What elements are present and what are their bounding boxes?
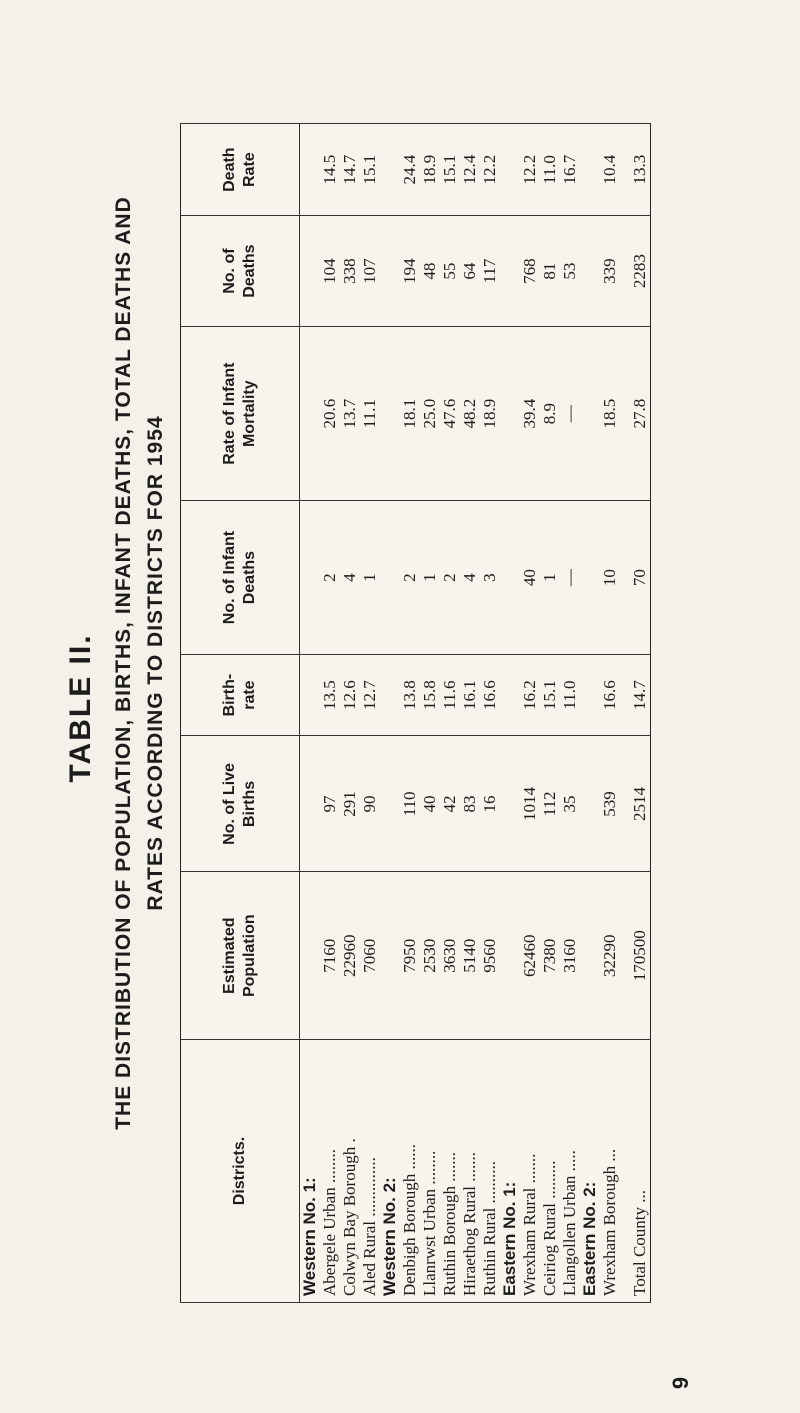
birth-rate-cell: 12.6 — [340, 654, 360, 736]
table-title-line-1: THE DISTRIBUTION OF POPULATION, BIRTHS, INFANT DEATHS, TOTAL DEATHS AND — [112, 196, 135, 1130]
infant-deaths-cell: 1 — [540, 501, 560, 654]
table-body — [300, 124, 651, 1303]
empty-cell — [580, 501, 600, 654]
population-cell: 22960 — [340, 872, 360, 1040]
header-infant-deaths: No. of Infant Deaths — [181, 501, 300, 654]
deaths-cell: 104 — [320, 216, 340, 327]
district-name: Ruthin Borough ....... — [440, 1040, 460, 1303]
infant-mortality-cell: 20.6 — [320, 326, 340, 501]
empty-cell — [580, 736, 600, 872]
population-cell: 2530 — [420, 872, 440, 1040]
infant-deaths-cell: 2 — [320, 501, 340, 654]
death-rate-cell: 16.7 — [560, 124, 580, 216]
empty-cell — [500, 124, 520, 216]
death-rate-cell: 12.2 — [520, 124, 540, 216]
death-rate-cell: 14.7 — [340, 124, 360, 216]
births-cell: 42 — [440, 736, 460, 872]
page-number: 9 — [668, 1376, 693, 1390]
birth-rate-cell: 16.6 — [480, 654, 500, 736]
birth-rate-cell: 12.7 — [360, 654, 380, 736]
deaths-cell: 48 — [420, 216, 440, 327]
death-rate-cell: 11.0 — [540, 124, 560, 216]
population-cell: 7950 — [400, 872, 420, 1040]
births-cell: 1014 — [520, 736, 540, 872]
empty-cell — [300, 216, 321, 327]
birth-rate-cell: 16.1 — [460, 654, 480, 736]
total-death-rate-cell: 13.3 — [620, 124, 651, 216]
birth-rate-cell: 13.8 — [400, 654, 420, 736]
deaths-cell: 339 — [600, 216, 620, 327]
births-cell: 90 — [360, 736, 380, 872]
births-cell: 83 — [460, 736, 480, 872]
infant-mortality-cell: 25.0 — [420, 326, 440, 501]
empty-cell — [380, 872, 400, 1040]
empty-cell — [300, 872, 321, 1040]
district-name: Llanrwst Urban ........ — [420, 1040, 440, 1303]
population-cell: 5140 — [460, 872, 480, 1040]
infant-deaths-cell: — — [560, 501, 580, 654]
population-cell: 32290 — [600, 872, 620, 1040]
births-cell: 112 — [540, 736, 560, 872]
empty-cell — [500, 654, 520, 736]
group-row — [580, 124, 600, 1303]
deaths-cell: 53 — [560, 216, 580, 327]
empty-cell — [580, 124, 600, 216]
empty-cell — [300, 326, 321, 501]
infant-deaths-cell: 4 — [340, 501, 360, 654]
total-population-cell: 170500 — [620, 872, 651, 1040]
birth-rate-cell: 15.8 — [420, 654, 440, 736]
empty-cell — [500, 872, 520, 1040]
population-cell: 7380 — [540, 872, 560, 1040]
infant-deaths-cell: 10 — [600, 501, 620, 654]
death-rate-cell: 18.9 — [420, 124, 440, 216]
table-row — [600, 124, 620, 1303]
infant-mortality-cell: — — [560, 326, 580, 501]
total-row — [620, 124, 651, 1303]
infant-mortality-cell: 18.9 — [480, 326, 500, 501]
birth-rate-cell: 16.2 — [520, 654, 540, 736]
empty-cell — [500, 501, 520, 654]
empty-cell — [380, 216, 400, 327]
group-row — [500, 124, 520, 1303]
birth-rate-cell: 13.5 — [320, 654, 340, 736]
district-name: Denbigh Borough ...... — [400, 1040, 420, 1303]
birth-rate-cell: 11.6 — [440, 654, 460, 736]
population-cell: 3630 — [440, 872, 460, 1040]
births-cell: 97 — [320, 736, 340, 872]
empty-cell — [580, 654, 600, 736]
table-number: TABLE II. — [64, 633, 97, 783]
empty-cell — [580, 216, 600, 327]
district-name: Ceiriog Rural ......... — [540, 1040, 560, 1303]
infant-mortality-cell: 47.6 — [440, 326, 460, 501]
infant-deaths-cell: 4 — [460, 501, 480, 654]
birth-rate-cell: 16.6 — [600, 654, 620, 736]
district-name: Aled Rural .............. — [360, 1040, 380, 1303]
table-row — [460, 124, 480, 1303]
district-name: Hiraethog Rural ....... — [460, 1040, 480, 1303]
infant-mortality-cell: 48.2 — [460, 326, 480, 501]
infant-deaths-cell: 2 — [440, 501, 460, 654]
empty-cell — [500, 216, 520, 327]
table-row — [340, 124, 360, 1303]
death-rate-cell: 14.5 — [320, 124, 340, 216]
empty-cell — [380, 326, 400, 501]
deaths-cell: 64 — [460, 216, 480, 327]
death-rate-cell: 12.4 — [460, 124, 480, 216]
deaths-cell: 107 — [360, 216, 380, 327]
table-row — [480, 124, 500, 1303]
empty-cell — [380, 654, 400, 736]
table-row — [400, 124, 420, 1303]
birth-rate-cell: 15.1 — [540, 654, 560, 736]
header-death-rate: Death Rate — [181, 124, 300, 216]
births-cell: 291 — [340, 736, 360, 872]
empty-cell — [300, 654, 321, 736]
death-rate-cell: 15.1 — [360, 124, 380, 216]
deaths-cell: 55 — [440, 216, 460, 327]
empty-cell — [580, 872, 600, 1040]
infant-mortality-cell: 39.4 — [520, 326, 540, 501]
deaths-cell: 81 — [540, 216, 560, 327]
death-rate-cell: 15.1 — [440, 124, 460, 216]
header-birth-rate: Birth-rate — [181, 654, 300, 736]
deaths-cell: 768 — [520, 216, 540, 327]
infant-mortality-cell: 11.1 — [360, 326, 380, 501]
table-row — [320, 124, 340, 1303]
table-row — [360, 124, 380, 1303]
infant-deaths-cell: 40 — [520, 501, 540, 654]
infant-deaths-cell: 1 — [360, 501, 380, 654]
group-row — [380, 124, 400, 1303]
table-row — [440, 124, 460, 1303]
births-cell: 539 — [600, 736, 620, 872]
header-infant-mortality: Rate of Infant Mortality — [181, 326, 300, 501]
empty-cell — [580, 326, 600, 501]
group-label: Western No. 2: — [380, 1040, 400, 1303]
empty-cell — [300, 501, 321, 654]
district-name: Abergele Urban ........ — [320, 1040, 340, 1303]
births-cell: 35 — [560, 736, 580, 872]
infant-deaths-cell: 1 — [420, 501, 440, 654]
deaths-cell: 117 — [480, 216, 500, 327]
births-cell: 40 — [420, 736, 440, 872]
empty-cell — [380, 124, 400, 216]
birth-rate-cell: 11.0 — [560, 654, 580, 736]
infant-mortality-cell: 8.9 — [540, 326, 560, 501]
population-cell: 7060 — [360, 872, 380, 1040]
group-label: Western No. 1: — [300, 1040, 321, 1303]
total-births-cell: 2514 — [620, 736, 651, 872]
group-row — [300, 124, 321, 1303]
header-districts: Districts. — [181, 1040, 300, 1303]
district-statistics-table — [180, 123, 651, 1303]
infant-deaths-cell: 2 — [400, 501, 420, 654]
header-population: Estimated Population — [181, 872, 300, 1040]
death-rate-cell: 12.2 — [480, 124, 500, 216]
table-row — [560, 124, 580, 1303]
header-row — [181, 124, 300, 1303]
population-cell: 7160 — [320, 872, 340, 1040]
deaths-cell: 194 — [400, 216, 420, 327]
district-name: Colwyn Bay Borough . — [340, 1040, 360, 1303]
table-row — [540, 124, 560, 1303]
deaths-cell: 338 — [340, 216, 360, 327]
empty-cell — [500, 736, 520, 872]
district-name: Llangollen Urban ..... — [560, 1040, 580, 1303]
empty-cell — [300, 736, 321, 872]
header-deaths: No. of Deaths — [181, 216, 300, 327]
empty-cell — [380, 736, 400, 872]
empty-cell — [380, 501, 400, 654]
population-cell: 3160 — [560, 872, 580, 1040]
table-title-line-2: RATES ACCORDING TO DISTRICTS FOR 1954 — [144, 415, 167, 911]
infant-mortality-cell: 18.5 — [600, 326, 620, 501]
death-rate-cell: 10.4 — [600, 124, 620, 216]
death-rate-cell: 24.4 — [400, 124, 420, 216]
group-label: Eastern No. 2: — [580, 1040, 600, 1303]
empty-cell — [500, 326, 520, 501]
group-label: Eastern No. 1: — [500, 1040, 520, 1303]
total-infant-deaths-cell: 70 — [620, 501, 651, 654]
district-name: Wrexham Borough ... — [600, 1040, 620, 1303]
infant-deaths-cell: 3 — [480, 501, 500, 654]
district-name: Ruthin Rural .......... — [480, 1040, 500, 1303]
total-infant-mortality-cell: 27.8 — [620, 326, 651, 501]
births-cell: 16 — [480, 736, 500, 872]
infant-mortality-cell: 18.1 — [400, 326, 420, 501]
header-live-births: No. of Live Births — [181, 736, 300, 872]
infant-mortality-cell: 13.7 — [340, 326, 360, 501]
total-deaths-cell: 2283 — [620, 216, 651, 327]
total-label: Total County ... — [620, 1040, 651, 1303]
population-cell: 62460 — [520, 872, 540, 1040]
empty-cell — [300, 124, 321, 216]
population-cell: 9560 — [480, 872, 500, 1040]
total-birth-rate-cell: 14.7 — [620, 654, 651, 736]
table-row — [520, 124, 540, 1303]
table-row — [420, 124, 440, 1303]
district-name: Wrexham Rural ....... — [520, 1040, 540, 1303]
births-cell: 110 — [400, 736, 420, 872]
